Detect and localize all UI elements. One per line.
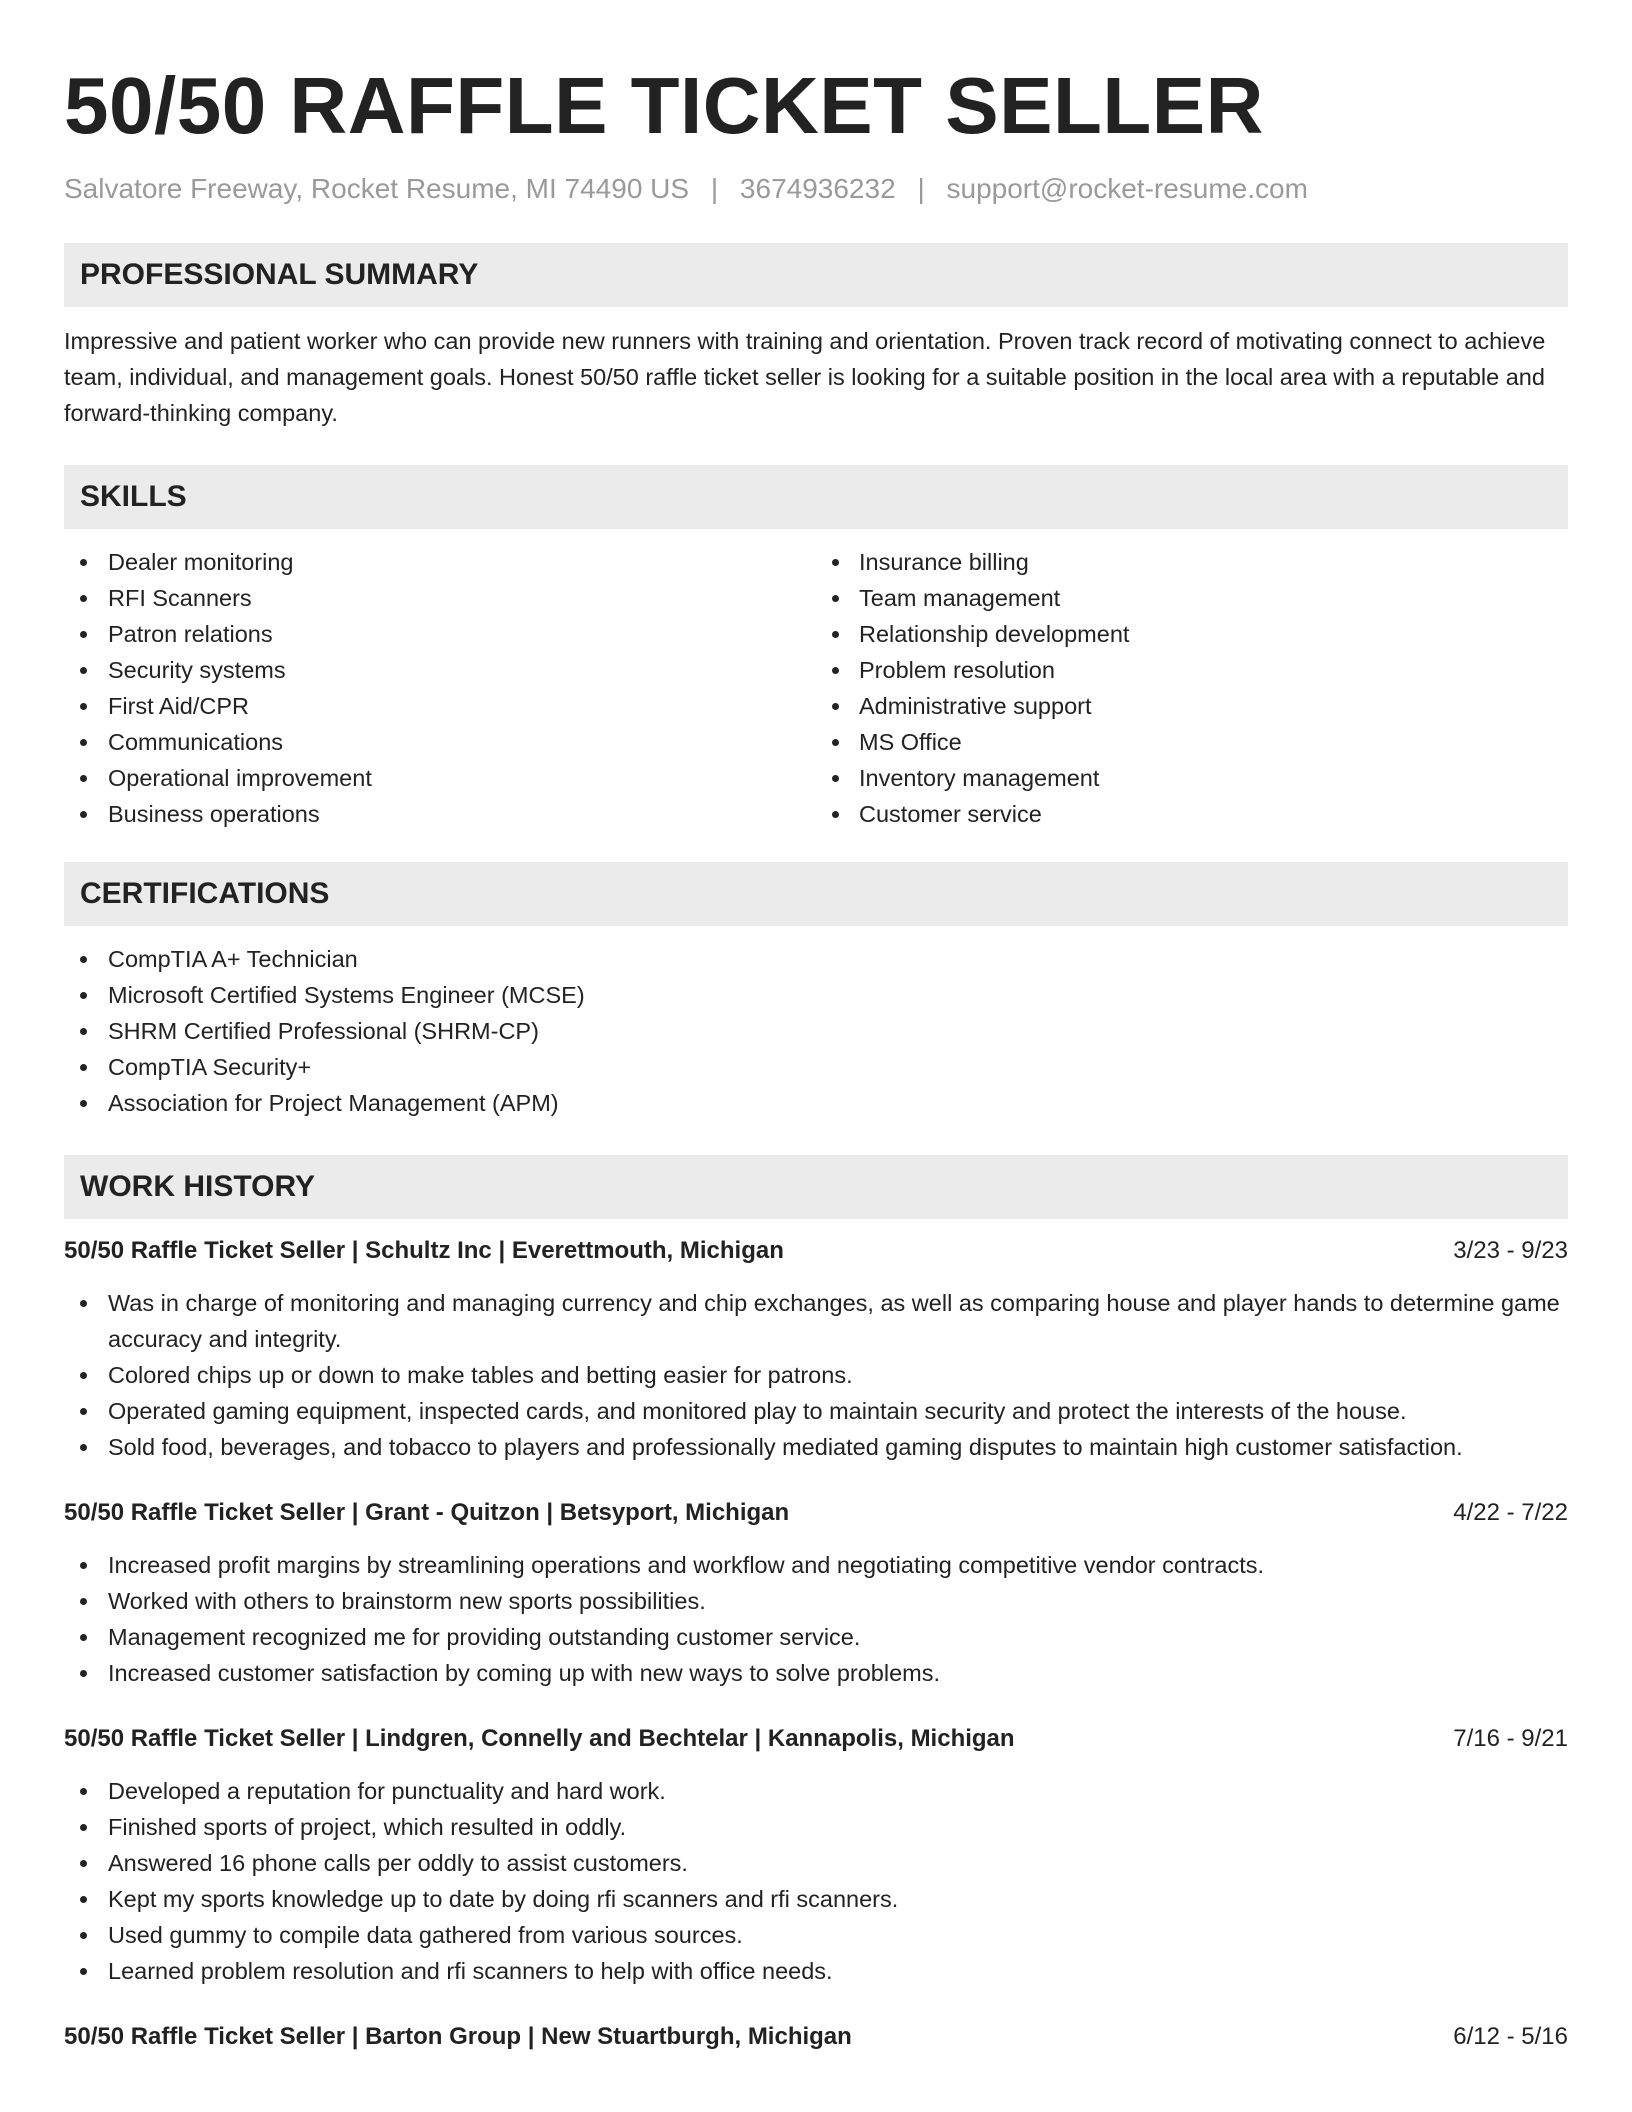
job-bullet: Colored chips up or down to make tables and betting easier for patrons. bbox=[64, 1357, 1568, 1393]
skills-section bbox=[64, 465, 1568, 832]
job-bullet: Sold food, beverages, and tobacco to players and professionally mediated gaming disputes to maintain high customer satisfaction. bbox=[64, 1429, 1568, 1465]
job-bullet: Used gummy to compile data gathered from various sources. bbox=[64, 1917, 1568, 1953]
section-heading-summary: PROFESSIONAL SUMMARY bbox=[64, 243, 1568, 307]
contact-separator: | bbox=[917, 173, 925, 204]
job-bullet: Was in charge of monitoring and managing currency and chip exchanges, as well as comparing house and player hands to determine game accuracy and integrity. bbox=[64, 1285, 1568, 1357]
skills-list-right bbox=[816, 544, 1568, 832]
section-heading-skills: SKILLS bbox=[64, 465, 1568, 529]
job-entry bbox=[64, 2019, 1568, 2055]
skill-item: Inventory management bbox=[816, 760, 1568, 796]
section-heading-work-history: WORK HISTORY bbox=[64, 1155, 1568, 1219]
skills-column-right bbox=[816, 544, 1568, 832]
skill-item: Relationship development bbox=[816, 616, 1568, 652]
certification-item: Microsoft Certified Systems Engineer (MCSE) bbox=[64, 977, 1568, 1013]
certifications-section bbox=[64, 862, 1568, 1121]
certification-item: CompTIA A+ Technician bbox=[64, 941, 1568, 977]
skill-item: Security systems bbox=[64, 652, 816, 688]
job-title: 50/50 Raffle Ticket Seller | Lindgren, Connelly and Bechtelar | Kannapolis, Michigan bbox=[64, 1725, 1015, 1752]
job-entry bbox=[64, 1233, 1568, 1465]
summary-section bbox=[64, 243, 1568, 431]
skill-item: RFI Scanners bbox=[64, 580, 816, 616]
job-bullets bbox=[64, 1285, 1568, 1465]
contact-address: Salvatore Freeway, Rocket Resume, MI 74490 US bbox=[64, 173, 690, 204]
job-title: 50/50 Raffle Ticket Seller | Barton Group | New Stuartburgh, Michigan bbox=[64, 2023, 852, 2050]
skill-item: Administrative support bbox=[816, 688, 1568, 724]
skill-item: First Aid/CPR bbox=[64, 688, 816, 724]
skill-item: Communications bbox=[64, 724, 816, 760]
job-bullet: Learned problem resolution and rfi scanners to help with office needs. bbox=[64, 1953, 1568, 1989]
job-bullet: Developed a reputation for punctuality and hard work. bbox=[64, 1773, 1568, 1809]
skill-item: Dealer monitoring bbox=[64, 544, 816, 580]
work-history-section bbox=[64, 1155, 1568, 2055]
skill-item: Patron relations bbox=[64, 616, 816, 652]
contact-email: support@rocket-resume.com bbox=[946, 173, 1308, 204]
job-header bbox=[64, 1233, 1568, 1269]
certification-item: CompTIA Security+ bbox=[64, 1049, 1568, 1085]
job-bullet: Answered 16 phone calls per oddly to assist customers. bbox=[64, 1845, 1568, 1881]
job-dates: 4/22 - 7/22 bbox=[1453, 1499, 1568, 1526]
job-entry bbox=[64, 1495, 1568, 1691]
contact-line bbox=[64, 172, 1568, 206]
job-header bbox=[64, 1495, 1568, 1531]
job-header bbox=[64, 2019, 1568, 2055]
skill-item: Customer service bbox=[816, 796, 1568, 832]
page-title: 50/50 RAFFLE TICKET SELLER bbox=[64, 61, 1264, 150]
skills-list-left bbox=[64, 544, 816, 832]
job-dates: 7/16 - 9/21 bbox=[1453, 1725, 1568, 1752]
skill-item: Team management bbox=[816, 580, 1568, 616]
job-bullet: Increased customer satisfaction by coming up with new ways to solve problems. bbox=[64, 1655, 1568, 1691]
job-title: 50/50 Raffle Ticket Seller | Grant - Quitzon | Betsyport, Michigan bbox=[64, 1499, 790, 1526]
certification-item: SHRM Certified Professional (SHRM-CP) bbox=[64, 1013, 1568, 1049]
contact-phone: 3674936232 bbox=[739, 173, 896, 204]
skills-column-left bbox=[64, 544, 816, 832]
job-entry bbox=[64, 1721, 1568, 1989]
job-bullet: Increased profit margins by streamlining operations and workflow and negotiating competitive vendor contracts. bbox=[64, 1547, 1568, 1583]
skills-columns bbox=[64, 544, 1568, 832]
job-bullet: Worked with others to brainstorm new sports possibilities. bbox=[64, 1583, 1568, 1619]
job-bullets bbox=[64, 1773, 1568, 1989]
skill-item: Business operations bbox=[64, 796, 816, 832]
skill-item: Operational improvement bbox=[64, 760, 816, 796]
summary-text: Impressive and patient worker who can provide new runners with training and orientation. Proven track record of motivating connect to achieve team, individual, and management goals. Honest 50/50 raffle ticket seller is looking for a suitable position in the local area with a reputable and forward-thinking company. bbox=[64, 328, 1546, 426]
job-bullets bbox=[64, 1547, 1568, 1691]
skill-item: Problem resolution bbox=[816, 652, 1568, 688]
job-bullet: Management recognized me for providing outstanding customer service. bbox=[64, 1619, 1568, 1655]
section-heading-certifications: CERTIFICATIONS bbox=[64, 862, 1568, 926]
job-bullet: Kept my sports knowledge up to date by doing rfi scanners and rfi scanners. bbox=[64, 1881, 1568, 1917]
certifications-list bbox=[64, 941, 1568, 1121]
job-title: 50/50 Raffle Ticket Seller | Schultz Inc | Everettmouth, Michigan bbox=[64, 1237, 784, 1264]
certification-item: Association for Project Management (APM) bbox=[64, 1085, 1568, 1121]
contact-separator: | bbox=[710, 173, 719, 204]
job-bullet: Operated gaming equipment, inspected cards, and monitored play to maintain security and protect the interests of the house. bbox=[64, 1393, 1568, 1429]
job-header bbox=[64, 1721, 1568, 1757]
job-dates: 3/23 - 9/23 bbox=[1453, 1237, 1568, 1264]
skill-item: MS Office bbox=[816, 724, 1568, 760]
skill-item: Insurance billing bbox=[816, 544, 1568, 580]
job-dates: 6/12 - 5/16 bbox=[1453, 2023, 1568, 2050]
job-bullet: Finished sports of project, which resulted in oddly. bbox=[64, 1809, 1568, 1845]
